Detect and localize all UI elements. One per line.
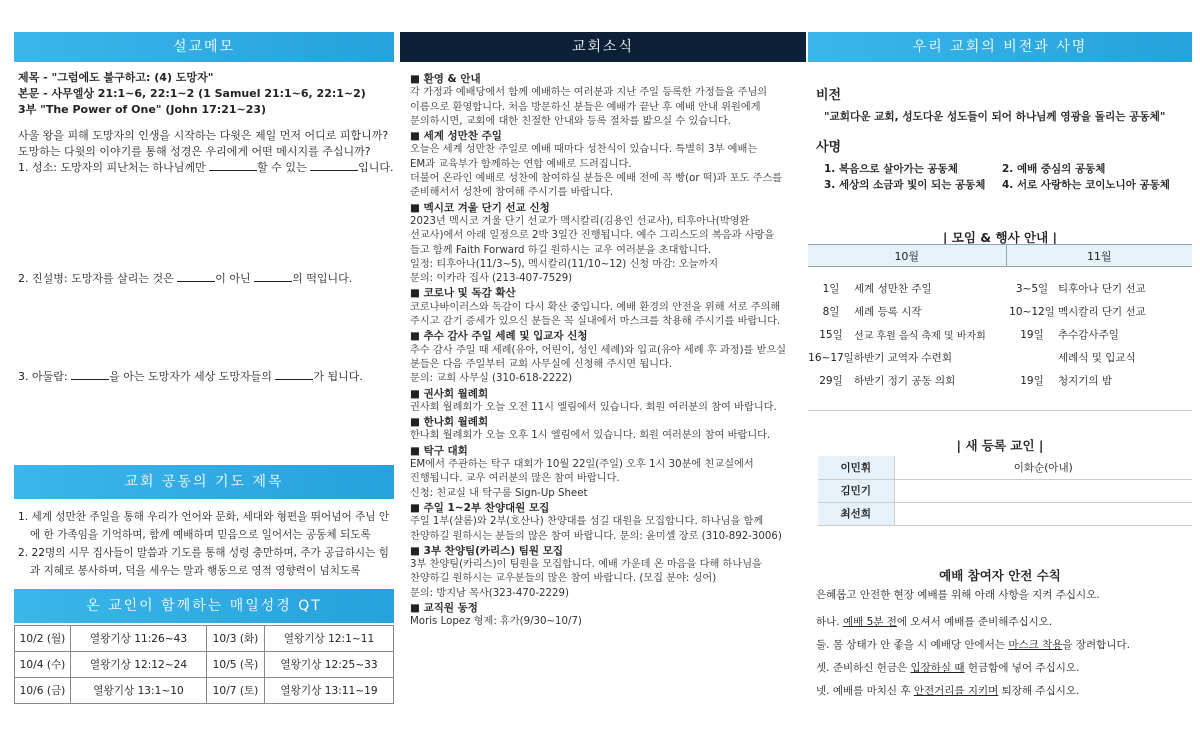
news-list xyxy=(410,72,806,630)
event-name: 하반기 교역자 수련회 xyxy=(854,351,952,364)
blank-line xyxy=(254,281,292,282)
question-2-part-a: 2. 진설병: 도망자를 살리는 것은 xyxy=(18,272,178,285)
news-item xyxy=(410,601,806,630)
news-title: ■ 멕시코 겨울 단기 선교 신청 xyxy=(410,201,550,214)
prayer-item: 1. 세계 성만찬 주일을 통해 우리가 언어와 문화, 세대와 형편을 뛰어넘어 주님 안에 한 가족임을 기억하며, 함께 예배하며 믿음으로 일어서는 공동체 되도록 xyxy=(18,511,390,541)
rule-prefix: 셋. 준비하신 헌금은 xyxy=(816,662,911,674)
sermon-column xyxy=(14,32,394,718)
safety-rule-4 xyxy=(816,680,1192,703)
sermon-intro-2: 도망하는 다윗의 이야기를 통해 성경은 우리에게 어떤 메시지를 주십니까? xyxy=(18,145,371,158)
sermon-english: 3부 "The Power of One" (John 17:21~23) xyxy=(18,103,267,116)
event-date xyxy=(1006,346,1058,369)
news-line: 선교사)에서 아래 일정으로 2박 3일간 진행됩니다. 예수 그리스도의 복음과 사랑을 xyxy=(410,230,775,242)
mission-item: 1. 복음으로 살아가는 공동체 xyxy=(824,163,958,175)
table-row xyxy=(15,626,394,652)
rule-prefix: 넷. 예배를 마치신 후 xyxy=(816,685,914,697)
news-item xyxy=(410,201,806,287)
rule-prefix: 하나. xyxy=(816,616,843,628)
news-item xyxy=(410,329,806,386)
event-date: 1일 xyxy=(822,282,840,295)
vision-column xyxy=(808,32,1192,718)
qt-date: 10/7 (토) xyxy=(207,678,265,704)
vision-label: 비전 xyxy=(816,88,842,103)
event-date: 16~17일 xyxy=(808,351,854,364)
table-row xyxy=(808,369,1192,392)
sermon-text: 본문 - 사무엘상 21:1~6, 22:1~2 (1 Samuel 21:1~6, 22:1~2) xyxy=(18,87,366,100)
news-title: ■ 코로나 및 독감 확산 xyxy=(410,287,516,300)
news-line: 한나회 월례회가 오늘 오후 1시 엘림에서 있습니다. 회원 여러분의 참여 바랍니다. xyxy=(410,430,771,442)
november-label: 11월 xyxy=(1006,245,1192,267)
news-line: 권사회 월례회가 오늘 오전 11시 엘림에서 있습니다. 회원 여러분의 참여 바랍니다. xyxy=(410,401,777,413)
question-2-part-b: 이 아닌 xyxy=(215,272,255,285)
table-row xyxy=(818,456,1192,479)
sermon-info xyxy=(18,70,394,176)
table-row xyxy=(15,652,394,678)
member-name: 이민휘 xyxy=(818,456,894,479)
news-line: 주시고 감기 증세가 있으신 분들은 꼭 실내에서 마스크를 착용해 주시기를 바랍니다. xyxy=(410,316,781,328)
news-line: 준비해서서 성찬에 참여해 주시기를 바랍니다. xyxy=(410,187,614,199)
member-name: 최선희 xyxy=(818,502,894,525)
news-line: 코로나바이러스와 독감이 다시 확산 중입니다. 예배 환경의 안전을 위해 서로 주의해 xyxy=(410,301,781,313)
news-line: 2023년 멕시코 겨울 단기 선교가 멕시칼리(김용인 선교사), 티후아나(박영완 xyxy=(410,215,750,227)
rule-emphasis: 안전거리를 지키며 xyxy=(913,685,999,697)
table-row xyxy=(15,678,394,704)
prayer-header: 교회 공동의 기도 제목 xyxy=(14,465,394,499)
news-column xyxy=(400,32,806,718)
qt-reading: 열왕기상 12:1~11 xyxy=(265,626,394,652)
rule-emphasis: 마스크 착용 xyxy=(1008,639,1063,651)
member-family: 이화순(아내) xyxy=(894,456,1192,479)
news-item xyxy=(410,544,806,601)
news-title: ■ 환영 & 안내 xyxy=(410,73,481,85)
event-name: 멕시칼리 단기 선교 xyxy=(1058,305,1146,318)
blank-line xyxy=(209,170,257,171)
sermon-header: 설교메모 xyxy=(14,32,394,62)
news-title: ■ 주일 1~2부 찬양대원 모집 xyxy=(410,501,550,514)
rule-suffix: 헌금함에 넣어 주십시오. xyxy=(964,662,1080,674)
question-2 xyxy=(18,270,352,286)
event-date: 3~5일 xyxy=(1015,282,1049,295)
news-line: 추수 감사 주일 때 세례(유아, 어린이, 성인 세례)와 입교(유아 세례 후 과정)를 받으실 xyxy=(410,344,787,356)
question-1-part-b: 할 수 있는 xyxy=(257,161,311,174)
news-line: 문의하시면, 교회에 대한 친절한 안내와 등록 절차를 밟으실 수 있습니다. xyxy=(410,115,732,127)
sermon-intro-1: 사울 왕을 피해 도망자의 인생을 시작하는 다윗은 제일 먼저 어디로 피합니까? xyxy=(18,129,389,142)
october-label: 10월 xyxy=(808,245,1006,267)
news-line: 문의: 교회 사무실 (310-618-2222) xyxy=(410,373,573,385)
qt-reading: 열왕기상 13:1~10 xyxy=(71,678,207,704)
rule-suffix: 에 오셔서 예배를 준비해주십시오. xyxy=(896,616,1053,628)
news-item xyxy=(410,415,806,444)
qt-reading: 열왕기상 12:25~33 xyxy=(265,652,394,678)
qt-header: 온 교인이 함께하는 매일성경 QT xyxy=(14,589,394,623)
news-line: Moris Lopez 형제: 휴가(9/30~10/7) xyxy=(410,616,582,628)
news-line: 들고 함께 Faith Forward 하길 원하시는 교우 여러분을 초대합니다. xyxy=(410,244,712,256)
safety-title: 예배 참여자 안전 수칙 xyxy=(939,568,1061,583)
blank-line xyxy=(275,379,313,380)
safety-rule-2 xyxy=(816,634,1192,657)
qt-date: 10/6 (금) xyxy=(15,678,71,704)
news-line: 더불어 온라인 예배로 성찬에 참여하실 분들은 예배 전에 꼭 빵(or 떡)과 포도 주스를 xyxy=(410,173,783,185)
news-title: ■ 한나회 월례회 xyxy=(410,416,489,429)
news-line: 이름으로 환영합니다. 처음 방문하신 분들은 예배가 끝난 후 예배 안내 위원에게 xyxy=(410,101,761,113)
event-name: 하반기 정기 공동 의회 xyxy=(854,374,956,387)
safety-rule-1 xyxy=(816,611,1192,634)
rule-emphasis: 예배 5분 전 xyxy=(842,616,897,628)
event-date: 15일 xyxy=(819,328,843,341)
blank-line xyxy=(310,170,358,171)
event-date: 19일 xyxy=(1020,328,1044,341)
qt-reading: 열왕기상 12:12~24 xyxy=(71,652,207,678)
mission-list xyxy=(824,161,1190,193)
safety-rule-3 xyxy=(816,657,1192,680)
news-title: ■ 추수 감사 주일 세례 및 입교자 신청 xyxy=(410,330,588,343)
news-line: 주일 1부(샬롬)와 2부(호산나) 찬양대를 섬길 대원을 모집합니다. 하나님을 함께 xyxy=(410,516,764,528)
news-line: 문의: 이카라 집사 (213-407-7529) xyxy=(410,273,573,285)
news-line: 오늘은 세계 성만찬 주일로 예배 때마다 성찬식이 있습니다. 특별히 3부 예배는 xyxy=(410,144,758,156)
event-name: 청지기의 밤 xyxy=(1058,374,1113,387)
news-line: EM에서 주관하는 탁구 대회가 10월 22일(주일) 오후 1시 30분에 친교실에서 xyxy=(410,459,754,471)
news-item xyxy=(410,72,806,129)
news-line: 진행됩니다. 교우 여러분의 많은 참여 바랍니다. xyxy=(410,473,620,485)
news-line: 찬양하길 원하시는 분들의 많은 참여 바랍니다. 문의: 윤미셸 장로 (310-892-3006) xyxy=(410,530,782,542)
safety-intro: 은혜롭고 안전한 현장 예배를 위해 아래 사항을 지켜 주십시오. xyxy=(816,589,1100,601)
news-line: 신청: 친교실 내 탁구룸 Sign-Up Sheet xyxy=(410,487,588,499)
table-row xyxy=(808,300,1192,323)
news-title: ■ 탁구 대회 xyxy=(410,444,468,457)
rule-suffix: 퇴장해 주십시오. xyxy=(998,685,1080,697)
news-line: 3부 찬양팀(카리스)이 팀원을 모집합니다. 예배 가운데 온 마음을 다해 하나님을 xyxy=(410,559,762,571)
news-item xyxy=(410,501,806,544)
event-date: 10~12일 xyxy=(1009,305,1055,318)
news-item xyxy=(410,444,806,501)
qt-date: 10/5 (목) xyxy=(207,652,265,678)
table-row xyxy=(808,323,1192,346)
question-3-part-b: 을 아는 도망자가 세상 도망자들의 xyxy=(109,370,276,383)
question-3 xyxy=(18,368,363,384)
mission-item: 4. 서로 사랑하는 코이노니아 공동체 xyxy=(1002,179,1170,191)
qt-reading: 열왕기상 11:26~43 xyxy=(71,626,207,652)
members-title: | 새 등록 교인 | xyxy=(956,438,1044,453)
question-2-part-c: 의 떡입니다. xyxy=(292,272,353,285)
table-row xyxy=(808,346,1192,369)
vision-block xyxy=(816,84,1192,193)
table-row xyxy=(818,502,1192,525)
member-family xyxy=(894,479,1192,502)
news-header: 교회소식 xyxy=(400,32,806,62)
news-item xyxy=(410,129,806,200)
event-date: 29일 xyxy=(819,374,843,387)
event-name: 티후아나 단기 선교 xyxy=(1058,282,1146,295)
vision-text: "교회다운 교회, 성도다운 성도들이 되어 하나님께 영광을 돌리는 공동체" xyxy=(824,111,1166,123)
news-line: EM과 교육부가 함께하는 연합 예배로 드려집니다. xyxy=(410,158,632,170)
qt-date: 10/3 (화) xyxy=(207,626,265,652)
sermon-title: 제목 - "그럼에도 불구하고: (4) 도망자" xyxy=(18,71,214,84)
news-line: 문의: 방지남 목사(323-470-2229) xyxy=(410,587,569,599)
rule-emphasis: 입장하실 때 xyxy=(910,662,965,674)
event-name: 선교 후원 음식 축제 및 바자회 xyxy=(854,330,986,342)
event-name: 세례 등록 시작 xyxy=(854,305,922,318)
news-item xyxy=(410,387,806,416)
table-row xyxy=(818,479,1192,502)
blank-line xyxy=(177,281,215,282)
qt-table xyxy=(14,625,394,704)
qt-date: 10/2 (월) xyxy=(15,626,71,652)
news-item xyxy=(410,286,806,329)
qt-reading: 열왕기상 13:11~19 xyxy=(265,678,394,704)
news-title: ■ 세계 성만찬 주일 xyxy=(410,130,502,143)
table-row xyxy=(808,277,1192,300)
news-line: 분들은 다음 주일부터 교회 사무실에 신청해 주시면 됩니다. xyxy=(410,358,673,370)
news-title: ■ 교직원 동정 xyxy=(410,601,478,614)
mission-item: 3. 세상의 소금과 빛이 되는 공동체 xyxy=(824,179,986,191)
event-name: 세례식 및 입교식 xyxy=(1058,351,1136,364)
qt-date: 10/4 (수) xyxy=(15,652,71,678)
mission-item: 2. 예배 중심의 공동체 xyxy=(1002,163,1106,175)
question-3-part-c: 가 됩니다. xyxy=(313,370,363,383)
blank-line xyxy=(71,379,109,380)
news-title: ■ 권사회 월례회 xyxy=(410,387,489,400)
question-1-part-c: 입니다. xyxy=(358,161,394,174)
question-3-part-a: 3. 아둘람: xyxy=(18,370,72,383)
rule-suffix: 을 장려합니다. xyxy=(1062,639,1130,651)
table-row xyxy=(808,245,1192,267)
event-date: 19일 xyxy=(1020,374,1044,387)
news-line: 각 가정과 예배당에서 함께 예배하는 여러분과 지난 주일 등록한 가정들을 주님의 xyxy=(410,87,768,99)
vision-header: 우리 교회의 비전과 사명 xyxy=(808,32,1192,62)
divider xyxy=(808,410,1192,411)
mission-label: 사명 xyxy=(816,140,842,155)
safety-rules xyxy=(816,584,1192,703)
prayer-item: 2. 22명의 시무 집사들이 말씀과 기도를 통해 성령 충만하며, 주가 공급하시는 힘과 지혜로 봉사하며, 덕을 세우는 말과 행동으로 영적 영향력이 넘치도록 xyxy=(18,547,390,577)
news-line: 찬양하길 원하시는 교우분들의 많은 참여 바랍니다. (모집 분야: 싱어) xyxy=(410,573,717,585)
events-title: | 모임 & 행사 안내 | xyxy=(942,230,1058,245)
prayer-list xyxy=(18,508,394,580)
event-date: 8일 xyxy=(822,305,840,318)
event-name: 추수감사주일 xyxy=(1058,328,1119,341)
question-1-part-a: 1. 성소: 도망자의 피난처는 하나님께만 xyxy=(18,161,210,174)
event-name: 세계 성만찬 주일 xyxy=(854,282,932,295)
member-name: 김민기 xyxy=(818,479,894,502)
news-line: 일정: 티후아나(11/3~5), 멕시칼리(11/10~12) 신청 마감: 오늘까지 xyxy=(410,258,719,270)
news-title: ■ 3부 찬양팀(카리스) 팀원 모집 xyxy=(410,544,564,557)
member-family xyxy=(894,502,1192,525)
events-table xyxy=(808,244,1192,392)
question-1 xyxy=(18,160,394,176)
rule-prefix: 둘. 몸 상태가 안 좋을 시 예배당 안에서는 xyxy=(816,639,1009,651)
members-table xyxy=(818,456,1192,526)
